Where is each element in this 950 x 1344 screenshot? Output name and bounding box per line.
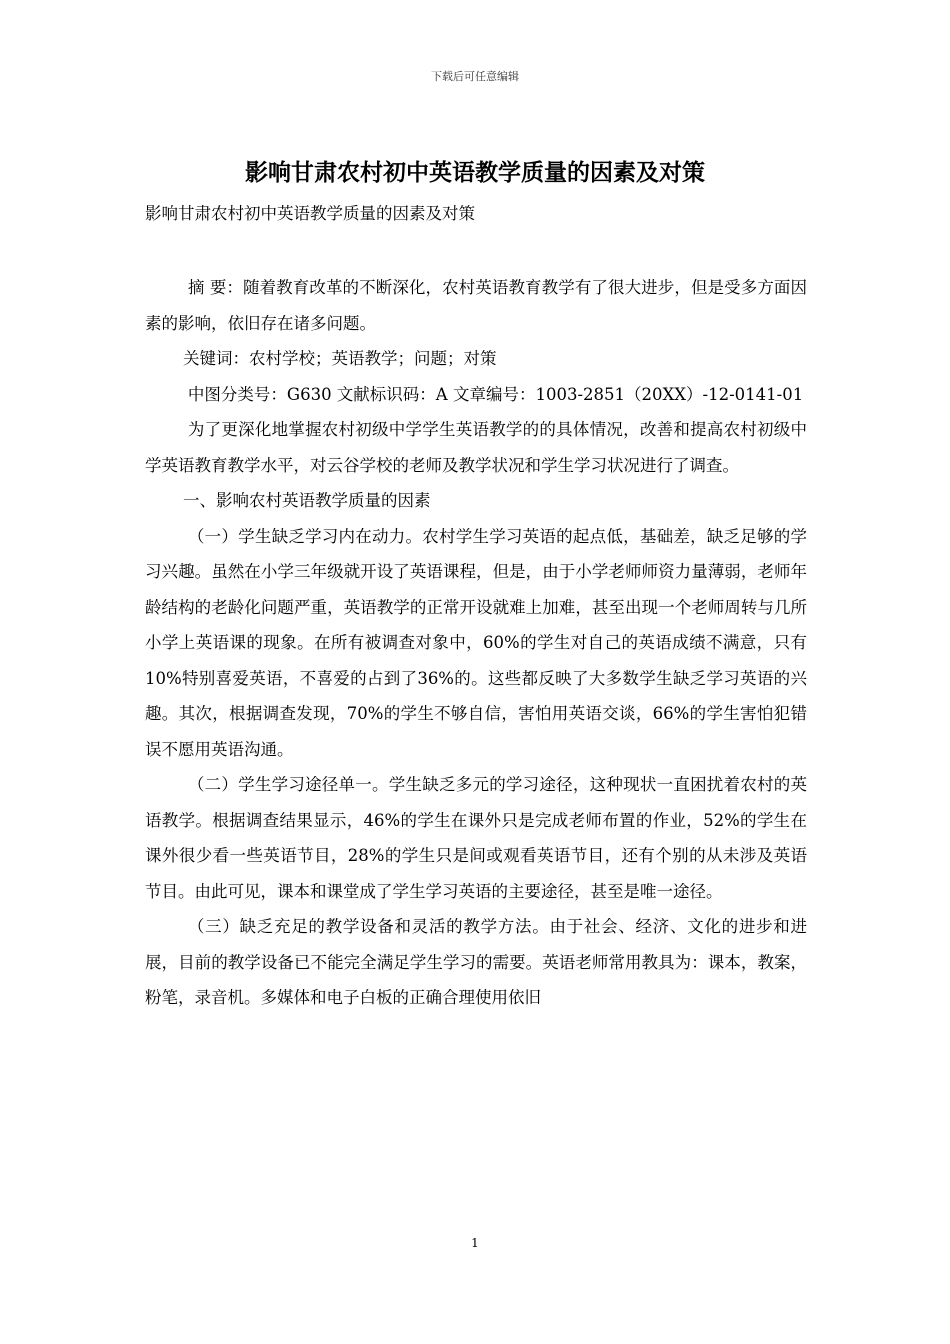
abstract-paragraph: 摘 要：随着教育改革的不断深化，农村英语教育教学有了很大进步，但是受多方面因素的影响，依旧存在诸多问题。 <box>145 278 807 333</box>
document-title: 影响甘肃农村初中英语教学质量的因素及对策 <box>245 159 705 186</box>
classification-paragraph: 中图分类号：G630 文献标识码：A 文章编号：1003-2851（20XX）-12-0141-01 <box>187 384 804 404</box>
keywords-paragraph: 关键词：农村学校；英语教学；问题；对策 <box>182 349 497 368</box>
body-paragraph: （一）学生缺乏学习内在动力。农村学生学习英语的起点低，基础差，缺乏足够的学习兴趣。虽然在小学三年级就开设了英语课程，但是，由于小学老师师资力量薄弱，老师年龄结构的老龄化问题严重，英语教学的正常开设就难上加难，甚至出现一个老师周转与几所小学上英语课的现象。在所有被调查对象中，60%的学生对自己的英语成绩不满意，只有10%特别喜爱英语，不喜爱的占到了36%的。这些都反映了大多数学生缺乏学习英语的兴趣。其次，根据调查发现，70%的学生不够自信，害怕用英语交谈，66%的学生害怕犯错误不愿用英语沟通。 <box>145 526 807 759</box>
body-paragraph: （二）学生学习途径单一。学生缺乏多元的学习途径，这种现状一直困扰着农村的英语教学。根据调查结果显示，46%的学生在课外只是完成老师布置的作业，52%的学生在课外很少看一些英语节目，28%的学生只是间或观看英语节目，还有个别的从未涉及英语节目。由此可见，课本和课堂成了学生学习英语的主要途径，甚至是唯一途径。 <box>145 775 807 901</box>
section-heading: 一、影响农村英语教学质量的因素 <box>182 491 431 510</box>
document-body <box>145 270 807 1016</box>
header-note: 下载后可任意编辑 <box>431 70 519 83</box>
page-number: 1 <box>471 1236 479 1250</box>
intro-paragraph: 为了更深化地掌握农村初级中学学生英语教学的的具体情况，改善和提高农村初级中学英语教育教学水平，对云谷学校的老师及教学状况和学生学习状况进行了调查。 <box>145 420 807 475</box>
document-subtitle: 影响甘肃农村初中英语教学质量的因素及对策 <box>145 204 475 223</box>
body-paragraph: （三）缺乏充足的教学设备和灵活的教学方法。由于社会、经济、文化的进步和进展，目前的教学设备已不能完全满足学生学习的需要。英语老师常用教具为：课本，教案，粉笔，录音机。多媒体和电子白板的正确合理使用依旧 <box>145 917 807 1007</box>
